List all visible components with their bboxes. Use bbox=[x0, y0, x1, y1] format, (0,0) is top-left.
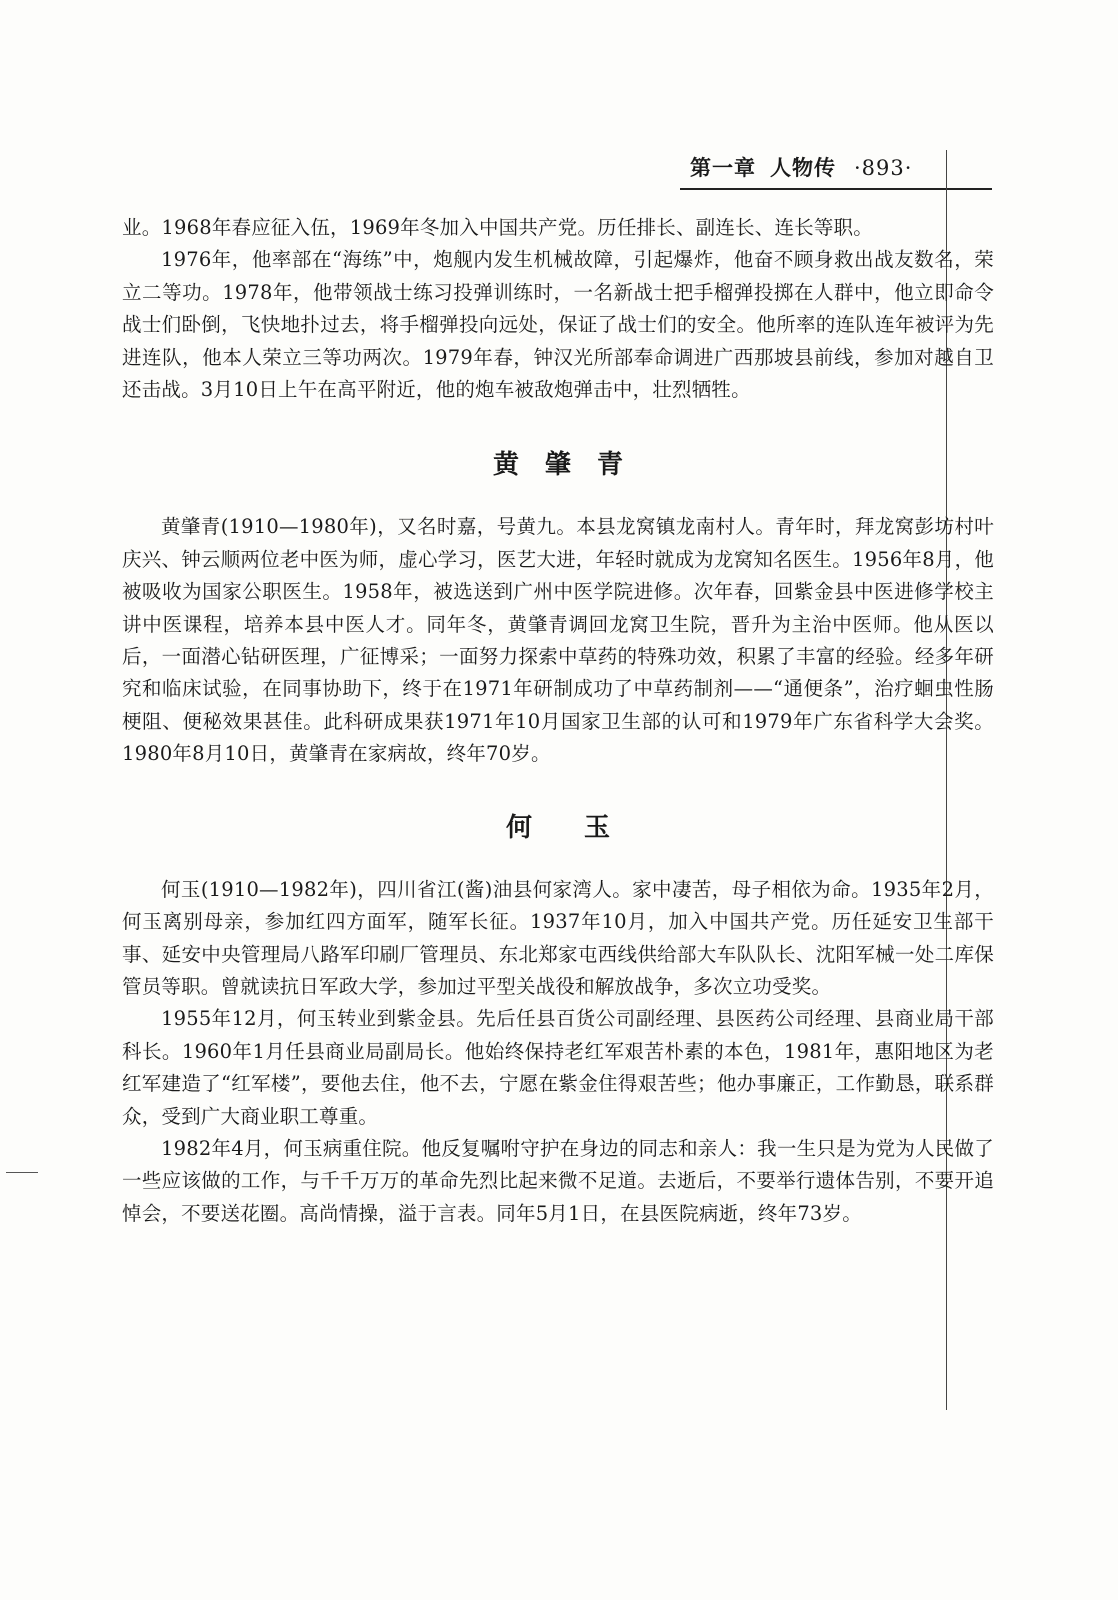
paragraph-continued: 业。1968年春应征入伍，1969年冬加入中国共产党。历任排长、副连长、连长等职。 bbox=[122, 216, 873, 239]
header-section: 人物传 bbox=[770, 156, 836, 180]
header-page-number: ·893· bbox=[854, 156, 913, 180]
section-title-huang-zhaoqing: 黄肇青 bbox=[492, 450, 649, 481]
paragraph: 1955年12月，何玉转业到紫金县。先后任县百货公司副经理、县医药公司经理、县商业局干部科长。1960年1月任县商业局副局长。他始终保持老红军艰苦朴素的本色，1981年，惠阳地区为老红军建造了“红军楼”，要他去住，他不去，宁愿在紫金住得艰苦些；他办事廉正，工作勤恳，联系群众，受到广大商业职工尊重。 bbox=[122, 1007, 994, 1128]
body-text bbox=[122, 212, 994, 1230]
paragraph: 何玉(1910—1982年)，四川省江(酱)油县何家湾人。家中凄苦，母子相依为命。1935年2月，何玉离别母亲，参加红四方面军，随军长征。1937年10月，加入中国共产党。历任延安卫生部干事、延安中央管理局八路军印刷厂管理员、东北郑家屯西线供给部大车队队长、沈阳军械一处二库保管员等职。曾就读抗日军政大学，参加过平型关战役和解放战争，多次立功受奖。 bbox=[122, 877, 994, 998]
header-text bbox=[690, 152, 912, 182]
paragraph: 1976年，他率部在“海练”中，炮舰内发生机械故障，引起爆炸，他奋不顾身救出战友数名，荣立二等功。1978年，他带领战士练习投弹训练时，一名新战士把手榴弹投掷在人群中，他立即命令战士们卧倒，飞快地扑过去，将手榴弹投向远处，保证了战士们的安全。他所率的连队连年被评为先进连队，他本人荣立三等功两次。1979年春，钟汉光所部奉命调进广西那坡县前线，参加对越自卫还击战。3月10日上午在高平附近，他的炮车被敌炮弹击中，壮烈牺牲。 bbox=[122, 248, 994, 402]
header-chapter: 第一章 bbox=[690, 156, 756, 180]
paragraph: 黄肇青(1910—1980年)，又名时嘉，号黄九。本县龙窝镇龙南村人。青年时，拜龙窝彭坊村叶庆兴、钟云顺两位老中医为师，虚心学习，医艺大进，年轻时就成为龙窝知名医生。1956年8月，他被吸收为国家公职医生。1958年，被选送到广州中医学院进修。次年春，回紫金县中医进修学校主讲中医课程，培养本县中医人才。同年冬，黄肇青调回龙窝卫生院，晋升为主治中医师。他从医以后，一面潜心钻研医理，广征博采；一面努力探索中草药的特殊功效，积累了丰富的经验。经多年研究和临床试验，在同事协助下，终于在1971年研制成功了中草药制剂——“通便条”，治疗蛔虫性肠梗阻、便秘效果甚佳。此科研成果获1971年10月国家卫生部的认可和1979年广东省科学大会奖。1980年8月10日，黄肇青在家病故，终年70岁。 bbox=[122, 515, 994, 766]
scan-artifact-mark bbox=[6, 1172, 38, 1173]
section-title-he-yu: 何玉 bbox=[505, 812, 662, 843]
paragraph: 1982年4月，何玉病重住院。他反复嘱咐守护在身边的同志和亲人：我一生只是为党为人民做了一些应该做的工作，与千千万万的革命先烈比起来微不足道。去逝后，不要举行遗体告别，不要开追悼会，不要送花圈。高尚情操，溢于言表。同年5月1日，在县医院病逝，终年73岁。 bbox=[122, 1136, 994, 1225]
